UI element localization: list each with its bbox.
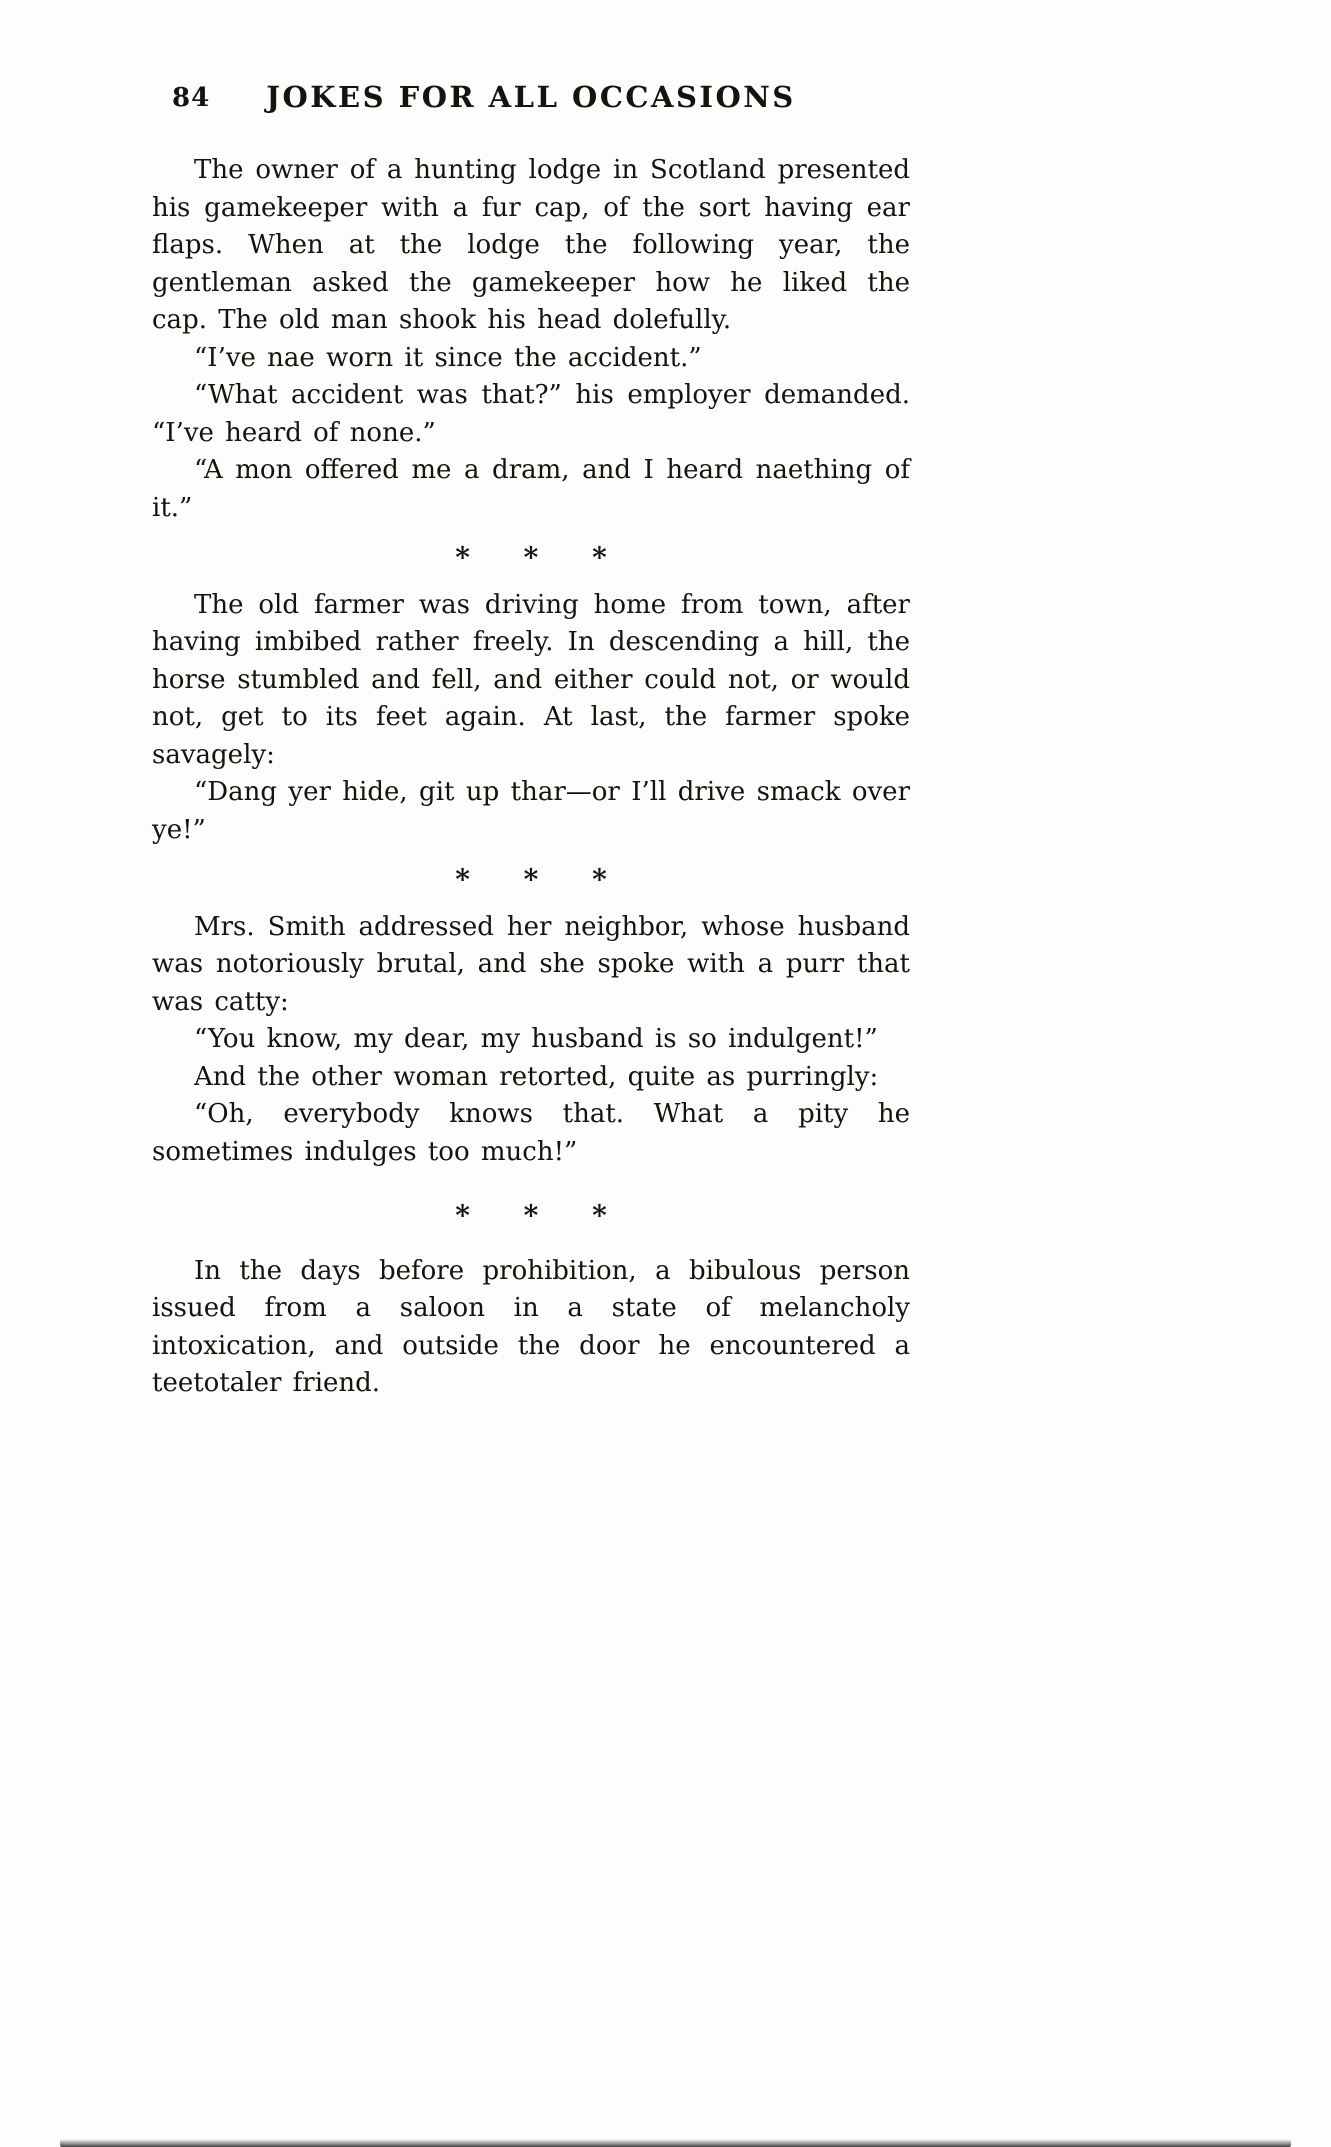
asterisk-separator: * * * — [455, 541, 607, 574]
paragraph: The owner of a hunting lodge in Scotland presented his gamekeeper with a fur cap, of the sort having ear flaps. When at the lodge the following year, the gentleman asked the gamekeeper how he liked the cap. The old man shook his head dolefully. — [152, 155, 910, 335]
page-content — [152, 152, 910, 1403]
page-number: 84 — [172, 83, 211, 113]
paragraph: In the days before prohibition, a bibulous person issued from a saloon in a state of melancholy intoxication, and outside the door he encountered a teetotaler friend. — [152, 1255, 910, 1398]
paragraph: “I’ve nae worn it since the accident.” — [194, 342, 702, 373]
paragraph: And the other woman retorted, quite as purringly: — [194, 1061, 879, 1092]
paragraph: “Oh, everybody knows that. What a pity he sometimes indulges too much!” — [152, 1099, 910, 1167]
paragraph: “Dang yer hide, git up thar—or I’ll drive smack over ye!” — [152, 777, 910, 845]
paragraph: “A mon offered me a dram, and I heard naething of it.” — [152, 455, 910, 523]
paragraph: “You know, my dear, my husband is so indulgent!” — [194, 1024, 878, 1054]
asterisk-separator: * * * — [455, 1199, 607, 1232]
asterisk-separator: * * * — [455, 863, 607, 896]
paragraph: Mrs. Smith addressed her neighbor, whose husband was notoriously brutal, and she spoke with a purr that was catty: — [152, 911, 910, 1017]
running-header — [152, 80, 910, 120]
scan-bottom-edge — [60, 2139, 1291, 2147]
paragraph: “What accident was that?” his employer demanded. “I’ve heard of none.” — [152, 380, 910, 448]
paragraph: The old farmer was driving home from town, after having imbibed rather freely. In descending a hill, the horse stumbled and fell, and either could not, or would not, get to its feet again. At last, the farmer spoke savagely: — [152, 589, 910, 770]
running-title: JOKES FOR ALL OCCASIONS — [266, 80, 796, 114]
